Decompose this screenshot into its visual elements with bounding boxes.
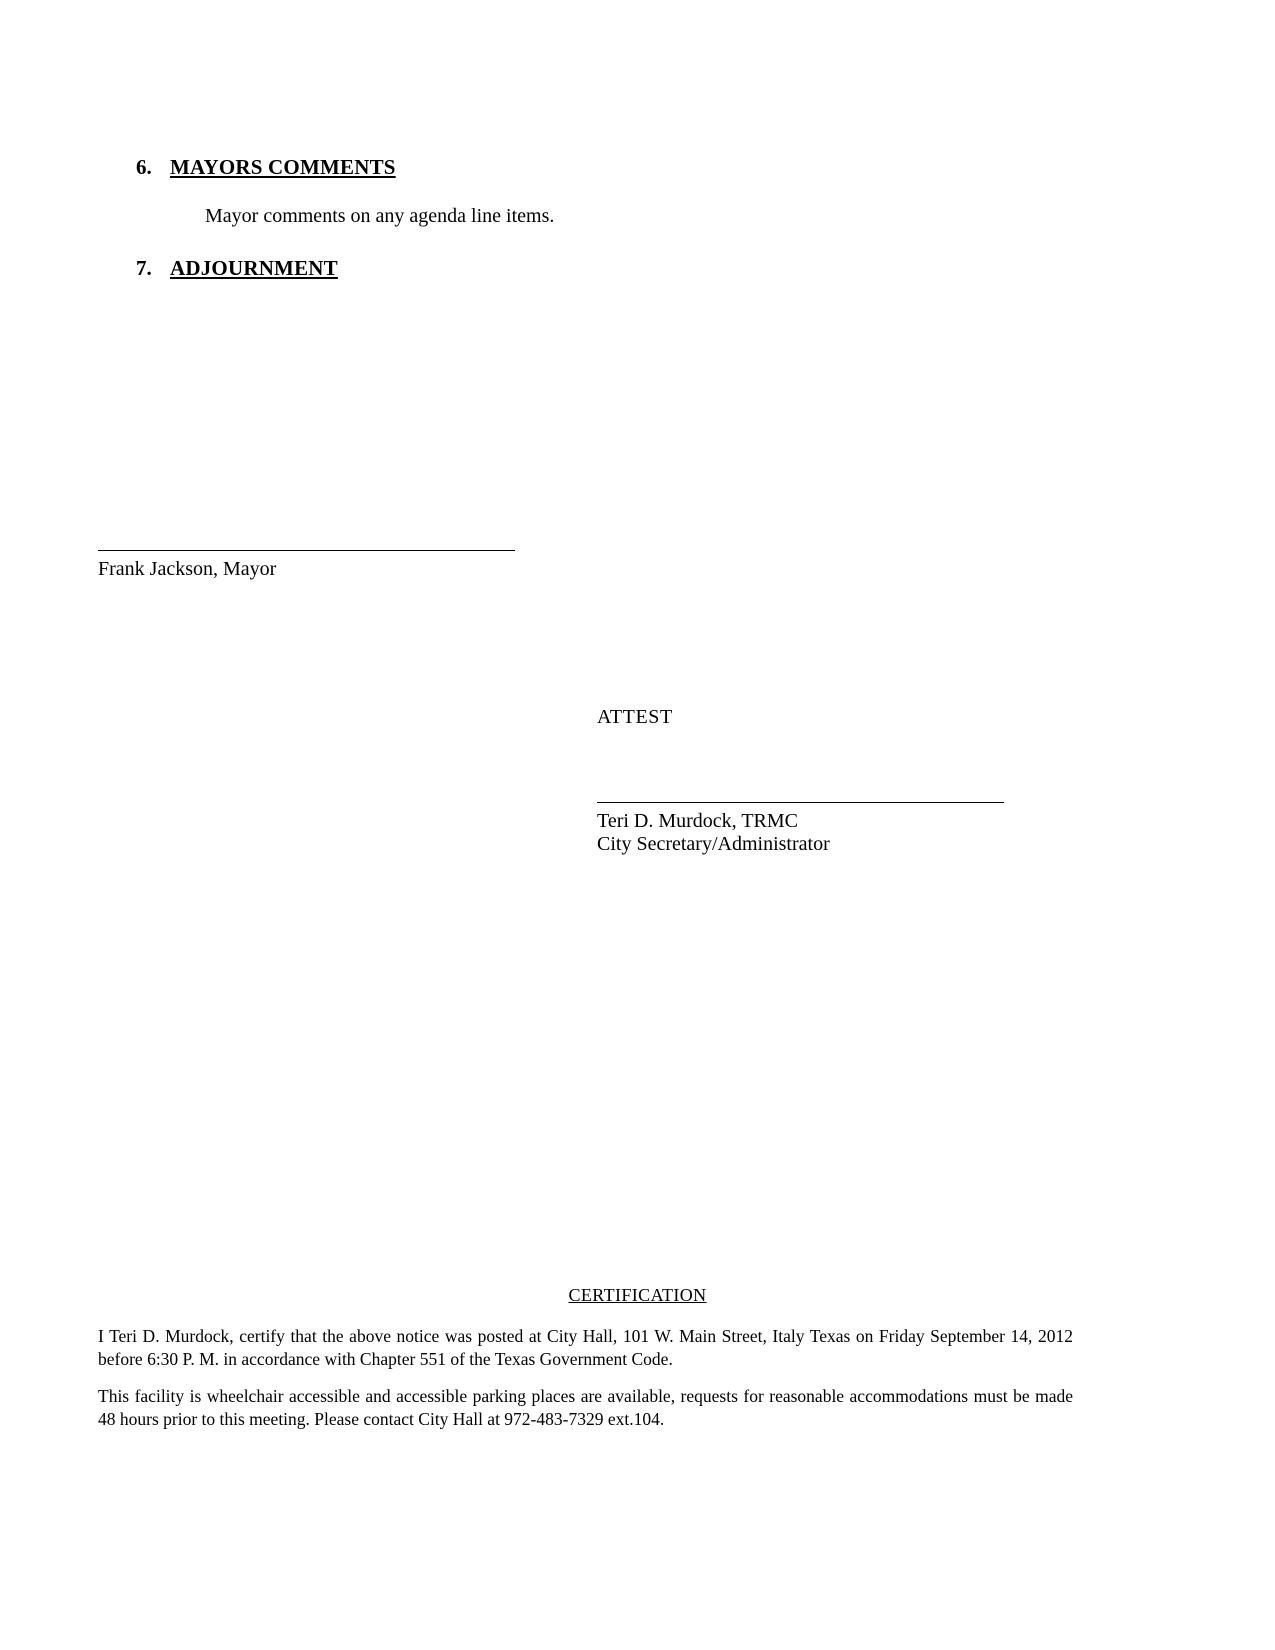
certification-paragraph-2: This facility is wheelchair accessible and accessible parking places are available, requests for reasonable accommodations must be made 48 hours prior to this meeting. Please contact City Hall at 972-483-7329 ext.104. <box>98 1386 1073 1429</box>
mayor-signature-name: Frank Jackson, Mayor <box>98 558 277 580</box>
agenda-item-6 <box>136 155 396 180</box>
agenda-item-6-body: Mayor comments on any agenda line items. <box>205 205 555 227</box>
certification-heading <box>0 1285 1275 1306</box>
agenda-item-7-title: ADJOURNMENT <box>170 256 338 280</box>
agenda-item-7 <box>136 256 338 281</box>
attest-signature-title: City Secretary/Administrator <box>597 833 830 855</box>
agenda-item-7-number: 7. <box>136 256 152 280</box>
agenda-item-6-title: MAYORS COMMENTS <box>170 155 396 179</box>
attest-label: ATTEST <box>597 706 673 728</box>
agenda-item-6-number: 6. <box>136 155 152 179</box>
certification-heading-text: CERTIFICATION <box>568 1285 707 1305</box>
attest-signature-name: Teri D. Murdock, TRMC <box>597 810 798 832</box>
attest-signature-line <box>597 802 1004 803</box>
mayor-signature-line <box>98 550 515 551</box>
certification-paragraph-1: I Teri D. Murdock, certify that the above notice was posted at City Hall, 101 W. Main Street, Italy Texas on Friday September 14, 2012 before 6:30 P. M. in accordance with Chapter 551 of the Texas Government Code. <box>98 1326 1073 1369</box>
